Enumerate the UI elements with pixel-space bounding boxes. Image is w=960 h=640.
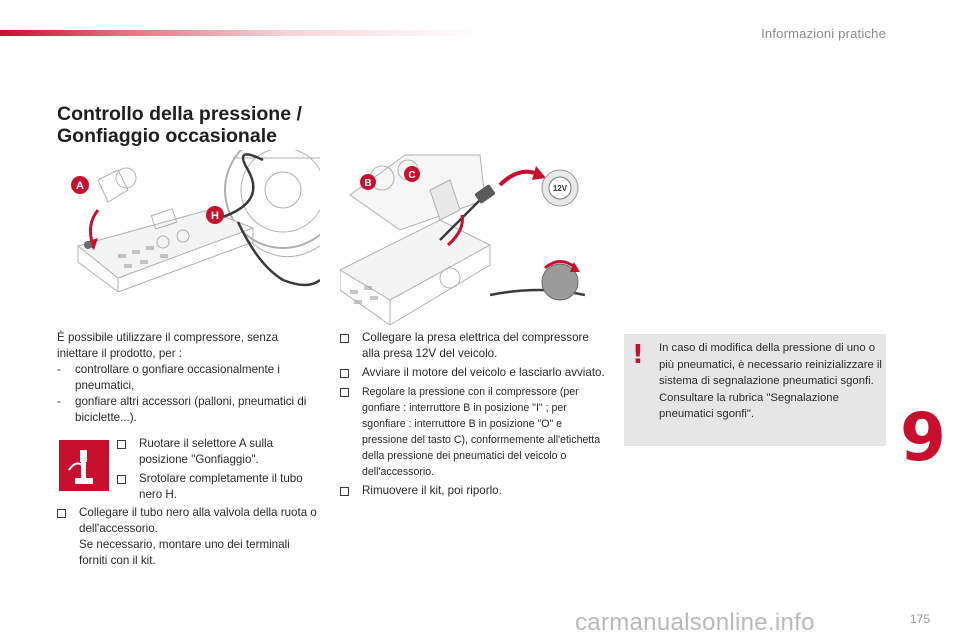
- label-b: B: [364, 178, 372, 189]
- exclamation-icon: !: [632, 340, 644, 370]
- watermark: carmanualsonline.info: [575, 609, 815, 636]
- icon-step-list: [117, 436, 317, 503]
- socket-12v-label: 12V: [552, 184, 568, 193]
- page-title: [57, 103, 302, 147]
- list-item: Regolare la pressione con il compressore (per gonfiare : interruttore B in posizione "I" ; per sgonfiare : interruttore B in posizione "O" e pressione del tasto C), conformemente all'etichetta della pressione dei pneumatici del veicolo o dell'accessorio.: [340, 384, 605, 480]
- list-item: - gonfiare altri accessori (palloni, pneumatici di biciclette...).: [57, 395, 307, 424]
- right-step-list: [340, 330, 605, 499]
- list-item: Avviare il motore del veicolo e lasciarlo avviato.: [340, 365, 605, 381]
- list-item: Collegare la presa elettrica del compressore alla presa 12V del veicolo.: [340, 330, 605, 362]
- compressor-wheel-illustration: [58, 150, 320, 292]
- warning-text: [659, 340, 883, 423]
- intro-list: [57, 362, 317, 426]
- list-item: Rimuovere il kit, poi riporlo.: [340, 483, 605, 499]
- page-title-line-1: Controllo della pressione /: [57, 103, 302, 125]
- intro-block: [57, 330, 317, 426]
- left-steps: [57, 505, 317, 572]
- label-a: A: [76, 180, 84, 192]
- left-step-list: [57, 505, 317, 569]
- page-title-line-2: Gonfiaggio occasionale: [57, 125, 277, 147]
- section-label: Informazioni pratiche: [761, 26, 886, 41]
- label-h: H: [211, 210, 219, 222]
- list-item: Collegare il tubo nero alla valvola della ruota o dell'accessorio.: [57, 505, 317, 537]
- icon-steps: [117, 436, 317, 506]
- right-steps: [340, 330, 605, 502]
- warning-line: In caso di modifica della pressione di uno o più pneumatici, è necessario reinizializzare il sistema di segnalazione pneumatici sgonfi.: [659, 342, 882, 387]
- label-c: C: [408, 170, 416, 181]
- top-accent-bar: [0, 30, 480, 36]
- page-number: 175: [909, 612, 930, 626]
- list-item: Se necessario, montare uno dei terminali forniti con il kit.: [79, 538, 290, 567]
- intro-text: È possibile utilizzare il compressore, senza iniettare il prodotto, per :: [57, 331, 279, 360]
- list-item: Srotolare completamente il tubo nero H.: [117, 471, 317, 503]
- list-item: Ruotare il selettore A sulla posizione "Gonfiaggio".: [117, 436, 317, 468]
- compressor-icon: [59, 440, 109, 491]
- warning-line: Consultare la rubrica "Segnalazione pneumatici sgonfi".: [659, 391, 839, 420]
- list-item: - controllare o gonfiare occasionalmente i pneumatici,: [57, 363, 280, 392]
- chapter-number: 9: [900, 399, 946, 476]
- compressor-plug-illustration: [340, 150, 585, 325]
- warning-box: [624, 334, 886, 446]
